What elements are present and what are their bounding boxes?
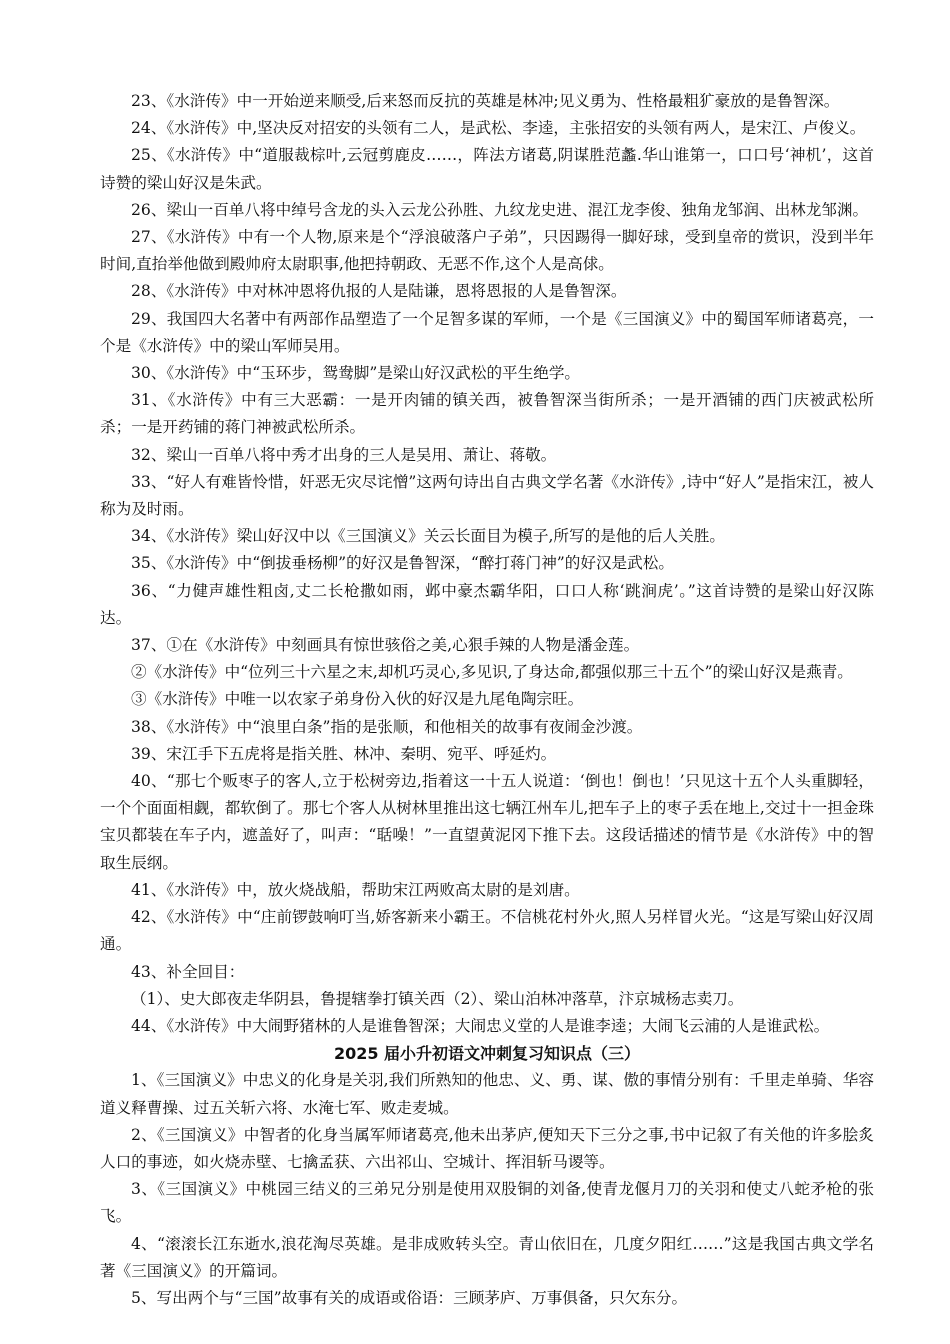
paragraph-42: 42、《水浒传》中“庄前锣鼓响叮当,娇客新来小霸王。不信桃花村外火,照人另样冒火光。“这是写梁山好汉周通。	[100, 908, 874, 954]
paragraph-37-1: 37、①在《水浒传》中刻画具有惊世骇俗之美,心狠手辣的人物是潘金莲。	[131, 636, 640, 655]
paragraph-32: 32、梁山一百单八将中秀才出身的三人是吴用、萧让、蒋敬。	[131, 445, 557, 464]
paragraph-24: 24、《水浒传》中,坚决反对招安的头领有二人，是武松、李逵，主张招安的头领有两人，是宋江、卢俊义。	[131, 119, 866, 138]
paragraph-39: 39、宋江手下五虎将是指关胜、林冲、秦明、宛平、呼延灼。	[131, 744, 557, 763]
paragraph-34: 34、《水浒传》梁山好汉中以《三国演义》关云长面目为模子,所写的是他的后人关胜。	[131, 527, 725, 546]
paragraph-40: 40、“那七个贩枣子的客人,立于松树旁边,指着这一十五人说道：‘倒也！倒也！’只见这十五个人头重脚轻，一个个面面相觑，都软倒了。那七个客人从树林里推出这七辆江州车儿,把车子上的枣子丢在地上,交过十一担金珠宝贝都装在车子内，遮盖好了，叫声：“聒噪！”一直望黄泥冈下推下去。这段话描述的情节是《水浒传》中的智取生辰纲。	[100, 772, 875, 872]
paragraph-23: 23、《水浒传》中一开始逆来顺受,后来怒而反抗的英雄是林冲;见义勇为、性格最粗犷豪放的是鲁智深。	[131, 92, 840, 110]
paragraph-31: 31、《水浒传》中有三大恶霸：一是开肉铺的镇关西，被鲁智深当街所杀；一是开酒铺的西门庆被武松所杀；一是开药铺的蒋门神被武松所杀。	[100, 391, 874, 437]
paragraph-sanguo-1: 1、《三国演义》中忠义的化身是关羽,我们所熟知的他忠、义、勇、谋、傲的事情分别有：千里走单骑、华容道义释曹操、过五关斩六将、水淹七军、败走麦城。	[100, 1071, 874, 1117]
paragraph-35: 35、《水浒传》中“倒拔垂杨柳”的好汉是鲁智深，“醉打蒋门神”的好汉是武松。	[131, 554, 674, 573]
paragraph-sanguo-4: 4、“滚滚长江东逝水,浪花淘尽英雄。是非成败转头空。青山依旧在，几度夕阳红……”这是我国古典文学名著《三国演义》的开篇词。	[100, 1234, 874, 1280]
paragraph-37-3: ③《水浒传》中唯一以农家子弟身份入伙的好汉是九尾龟陶宗旺。	[131, 690, 584, 709]
paragraph-37-2: ②《水浒传》中“位列三十六星之末,却机巧灵心,多见识,了身达命,都强似那三十五个”的梁山好汉是燕青。	[131, 663, 853, 682]
paragraph-25: 25、《水浒传》中“道服裁棕叶,云冠剪鹿皮……，阵法方诸葛,阴谋胜范蠡.华山谁第一，口口号‘神机’，这首诗赞的梁山好汉是朱武。	[100, 146, 874, 192]
paragraph-44: 44、《水浒传》中大闹野猪林的人是谁鲁智深；大闹忠义堂的人是谁李逵；大闹飞云浦的人是谁武松。	[131, 1016, 830, 1035]
paragraph-26: 26、梁山一百单八将中绰号含龙的头入云龙公孙胜、九纹龙史进、混江龙李俊、独角龙邹润、出林龙邹渊。	[131, 200, 869, 219]
paragraph-29: 29、我国四大名著中有两部作品塑造了一个足智多谋的军师，一个是《三国演义》中的蜀国军师诸葛亮，一个是《水浒传》中的梁山军师吴用。	[100, 309, 874, 355]
section-heading: 2025 届小升初语文冲刺复习知识点（三）	[333, 1044, 641, 1064]
paragraph-38: 38、《水浒传》中“浪里白条”指的是张顺，和他相关的故事有夜闹金沙渡。	[131, 717, 643, 736]
paragraph-sanguo-5: 5、写出两个与“三国”故事有关的成语或俗语：三顾茅庐、万事俱备，只欠东分。	[131, 1288, 688, 1307]
paragraph-43-answer: （1）、史大郎夜走华阴县，鲁提辖拳打镇关西（2）、梁山泊林冲落草，汴京城杨志卖刀。	[131, 989, 744, 1008]
paragraph-27: 27、《水浒传》中有一个人物,原来是个“浮浪破落户子弟”，只因踢得一脚好球，受到皇帝的赏识，没到半年时间,直抬举他做到殿帅府太尉职事,他把持朝政、无恶不作,这个人是高俅。	[100, 228, 874, 274]
paragraph-33: 33、“好人有难皆怜惜，奸恶无灾尽诧憎”这两句诗出自古典文学名著《水浒传》,诗中“好人”是指宋江，被人称为及时雨。	[100, 472, 874, 519]
paragraph-sanguo-2: 2、《三国演义》中智者的化身当属军师诸葛亮,他未出茅庐,便知天下三分之事,书中记叙了有关他的许多脍炙人口的事迹，如火烧赤壁、七擒孟获、六出祁山、空城计、挥泪斩马谡等。	[100, 1125, 874, 1171]
paragraph-41: 41、《水浒传》中，放火烧战船，帮助宋江两败高太尉的是刘唐。	[131, 880, 580, 899]
paragraph-36: 36、“力健声雄性粗卤,丈二长枪撒如雨，邺中豪杰霸华阳，口口人称‘跳涧虎’。”这首诗赞的是梁山好汉陈达。	[100, 581, 874, 627]
paragraph-sanguo-3: 3、《三国演义》中桃园三结义的三弟兄分别是使用双股铜的刘备,使青龙偃月刀的关羽和使丈八蛇矛枪的张飞。	[100, 1180, 874, 1226]
paragraph-43: 43、补全回目：	[131, 962, 245, 981]
paragraph-28: 28、《水浒传》中对林冲恩将仇报的人是陆谦，恩将恩报的人是鲁智深。	[131, 282, 627, 301]
paragraph-30: 30、《水浒传》中“玉环步，鸳鸯脚”是梁山好汉武松的平生绝学。	[131, 364, 581, 383]
